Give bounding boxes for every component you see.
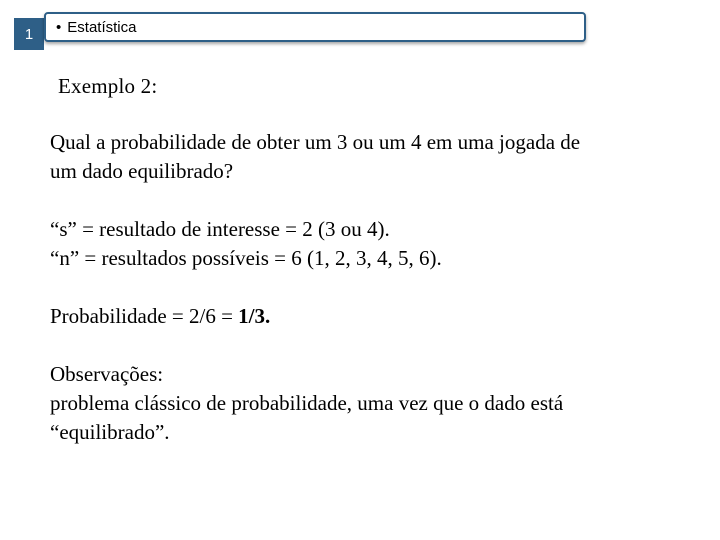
slide-number-badge — [14, 18, 44, 50]
slide-number: 1 — [24, 25, 34, 43]
header-title: Estatística — [67, 18, 137, 36]
observations-line-2: “equilibrado”. — [50, 420, 170, 444]
question-paragraph — [50, 128, 690, 186]
definitions-paragraph — [50, 215, 690, 273]
result-prefix: Probabilidade = 2/6 = — [50, 304, 239, 328]
result-line — [50, 302, 690, 331]
header-box — [44, 12, 586, 42]
observations-paragraph — [50, 360, 690, 447]
slide-content — [50, 128, 690, 447]
example-title: Exemplo 2: — [58, 74, 158, 98]
definition-n: “n” = resultados possíveis = 6 (1, 2, 3, 4, 5, 6). — [50, 246, 442, 270]
result-value: 1/3. — [238, 304, 271, 328]
header-bullet: • — [56, 18, 62, 36]
result-paragraph — [50, 302, 690, 331]
observations-title: Observações: — [50, 362, 164, 386]
definition-s: “s” = resultado de interesse = 2 (3 ou 4). — [50, 217, 390, 241]
observations-line-1: problema clássico de probabilidade, uma vez que o dado está — [50, 391, 564, 415]
question-line-1: Qual a probabilidade de obter um 3 ou um 4 em uma jogada de — [50, 130, 581, 154]
question-line-2: um dado equilibrado? — [50, 159, 234, 183]
